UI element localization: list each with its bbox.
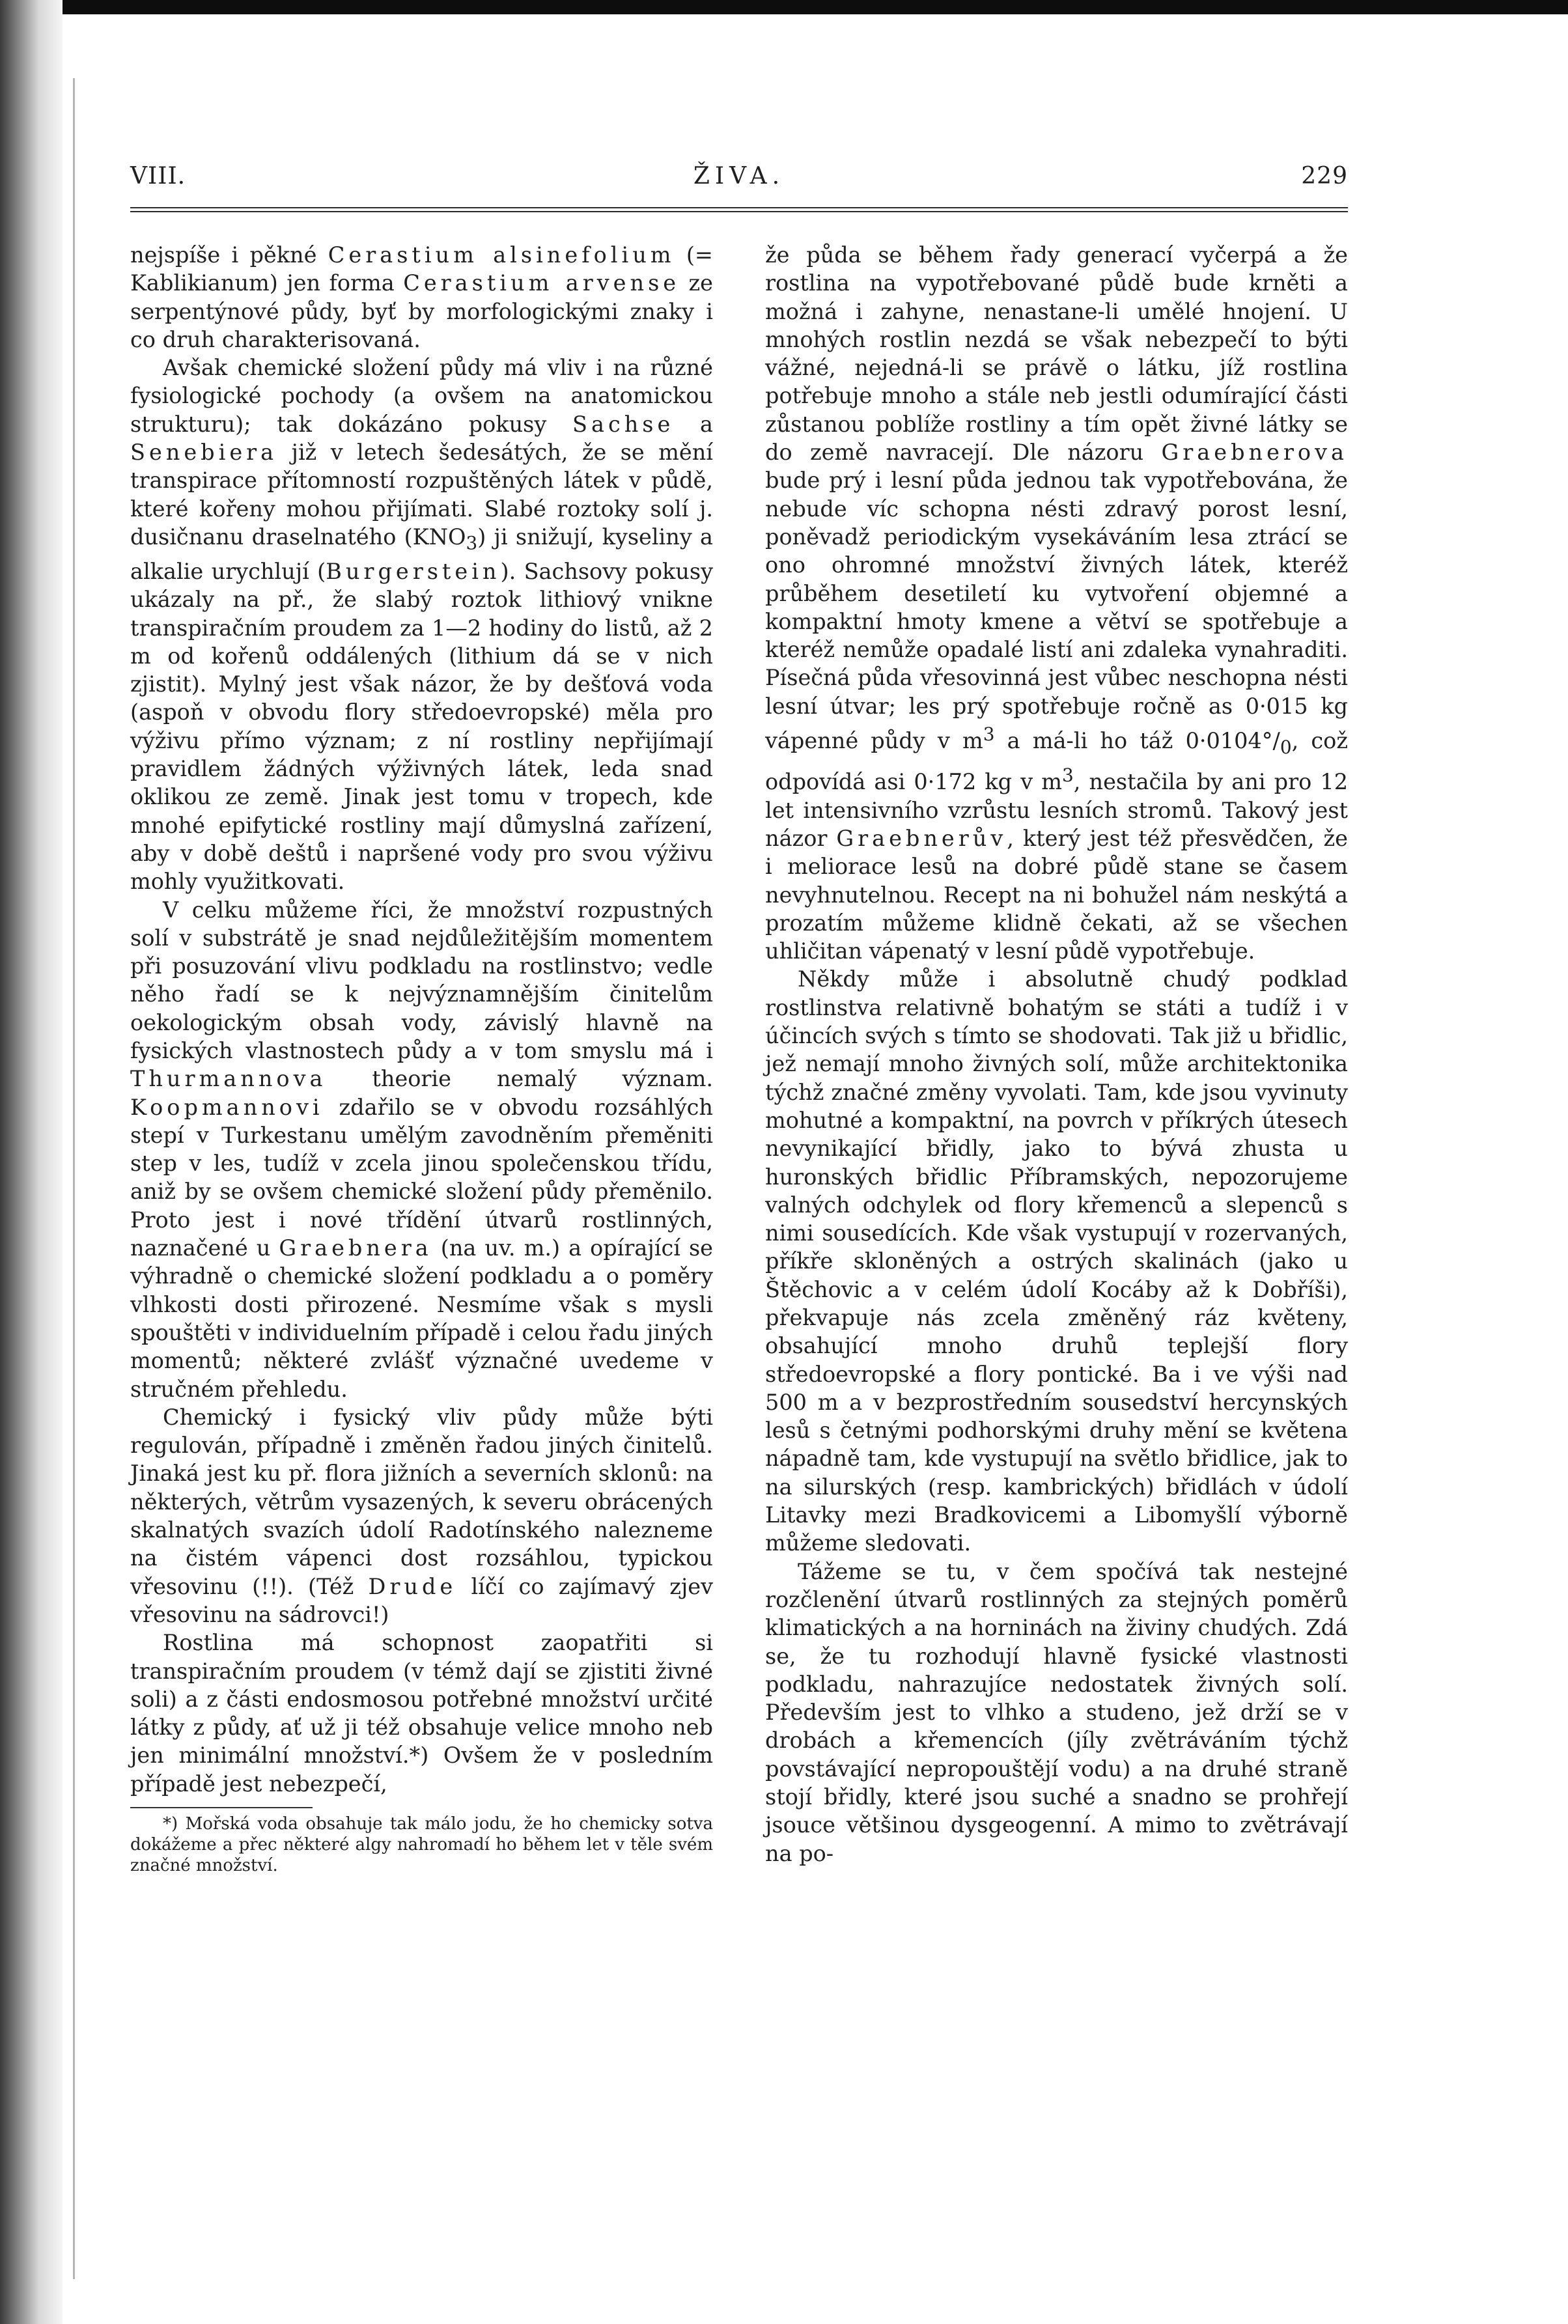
paragraph: že půda se během řady generací vyčerpá a že rostlina na vypotřebované půdě bude krněti a možná i zahyne, nenastane-li umělé hnojení. U mnohých rostlin nezdá se však nebezpečí to býti vážné, nejedná-li se právě o látku, jíž rostlina potřebuje mnoho a stále neb jestli odumírající části zůstanou poblíže rostliny a tím opět živné látky se do země navracejí. Dle názoru Graebnerova bude prý i lesní půda jednou tak vypotřebována, že nebude víc schopna nésti zdravý porost lesní, poněvadž periodickým vysekáváním lesa ztrácí se ono ohromné množství živných látek, kteréž průběhem desetiletí ku vytvoření objemné a kompaktní hmoty kmene a větví se spotřebuje a kteréž nemůže opadalé listí ani zdaleka vynahraditi. Písečná půda vřesovinná jest vůbec neschopna nésti lesní útvar; les prý spotřebuje ročně as 0·015 kg vápenné půdy v $m^3$ a má-li ho táž $0\cdot 0104^\circ/_0$, což odpovídá asi 0·172 kg v $m^3$, nestačila by ani pro 12 let intensivního vzrůstu lesních stromů. Takový jest názor Graebnerův, který jest též přesvědčen, že i meliorace lesů na dobré půdě stane se časem nevyhnutelnou. Recept na ni bohužel nám neskýtá a prozatím můžeme klidně čekati, až se všechen uhličitan vápenatý v lesní půdě vypotřebuje. [765,242,1349,964]
volume-number: VIII. [130,163,186,189]
page-number: 229 [1301,163,1348,189]
paragraph: Chemický i fysický vliv půdy může býti regulován, případně i změněn řadou jiných činitelů. Jinaká jest ku př. flora jižních a severních sklonů: na některých, větrům vysazených, k severu obrácených skalnatých svazích údolí Radotínského nalezneme na čistém vápenci dost rozsáhlou, typickou vřesovinu (!!). (Též Drude líčí co zajímavý zjev vřesovinu na sádrovci!) [130,1404,713,1627]
paragraph: V celku můžeme říci, že množství rozpustných solí v substrátě je snad nejdůležitějším momentem při posuzování vlivu podkladu na rostlinstvo; vedle něho řadí se k nejvýznamnějším činitelům oekologickým obsah vody, závislý hlavně na fysických vlastnostech půdy a v tom smyslu má i Thurmannova theorie nemalý význam. Koopmannovi zdařilo se v obvodu rozsáhlých stepí v Turkestanu umělým zavodněním přeměniti step v les, tudíž v zcela jinou společenskou třídu, aniž by se ovšem chemické složení půdy přeměnilo. Proto jest i nové třídění útvarů rostlinných, naznačené u Graebnera (na uv. m.) a opírající se výhradně o chemické složení podkladu a o poměry vlhkosti dosti přirozené. Nesmíme však s mysli spouštěti v individuelním případě i celou řadu jiných momentů; některé zvlášť význačné uvedeme v stručném přehledu. [130,897,713,1402]
scan-top-edge [0,0,1568,14]
left-column [130,241,713,1876]
journal-page [130,137,1348,2279]
journal-title: ŽIVA. [693,163,785,189]
footnote-rule [130,1807,313,1808]
page-gutter-shadow [0,0,63,2324]
gutter-line [73,78,75,2279]
paragraph: Avšak chemické složení půdy má vliv i na různé fysiologické pochody (a ovšem na anatomickou strukturu); tak dokázáno pokusy Sachse a Senebiera již v letech šedesátých, že se mění transpirace přítomností rozpuštěných látek v půdě, které kořeny mohou přijímati. Slabé roztoky solí j. dusičnanu draselnatého $(KNO_3)$ ji snižují, kyseliny a alkalie urychlují (Burgerstein). Sachsovy pokusy ukázaly na př., že slabý roztok lithiový vnikne transpiračním proudem za 1—2 hodiny do listů, až 2 m od kořenů oddálených (lithium dá se v nich zjistit). Mylný jest však názor, že by dešťová voda (aspoň v obvodu flory středoevropské) měla pro výživu přímo význam; z ní rostliny nepřijímají pravidlem žádných výživných látek, leda snad oklikou ze země. Jinak jest tomu v tropech, kde mnohé epifytické rostliny mají důmyslná zařízení, aby v době deštů i napršené vody pro svou výživu mohly využitkovati. [130,355,713,895]
paragraph: nejspíše i pěkné Cerastium alsinefolium (= Kablikianum) jen forma Cerastium arvense ze serpentýnové půdy, byť by morfologickými znaky i co druh charakterisovaná. [130,242,713,352]
paragraph: Někdy může i absolutně chudý podklad rostlinstva relativně bohatým se státi a tudíž i v účincích svých s tímto se shodovati. Tak již u břidlic, jež nemají mnoho živných solí, může architektonika týchž značné změny vyvolati. Tam, kde jsou vyvinuty mohutné a kompaktní, na povrch v příkrých útesech nevynikající břidly, jako to bývá zhusta u huronských břidlic Příbramských, nepozorujeme valných odchylek od flory křemenců a slepenců s nimi sousedících. Kde však vystupují v rozervaných, příkře skloněných a ostrých skalinách (jako u Štěchovic a v celém údolí Kocáby až k Dobříši), překvapuje nás zcela změněný ráz květeny, obsahující mnoho druhů teplejší flory středoevropské a flory pontické. Ba i ve výši nad 500 m a v bezprostředním sousedství hercynských lesů s četnými podhorskými druhy mění se květena nápadně tam, kde vystupují na světlo břidlice, jak to na silurských (resp. kambrických) břidlách v údolí Litavky mezi Bradkovicemi a Libomyšlí výborně můžeme sledovati. [765,966,1348,1556]
paragraph: Rostlina má schopnost zaopatřiti si transpiračním proudem (v témž dají se zjistiti živné soli) a z části endosmosou potřebné množství určité látky z půdy, ať už ji též obsahuje velice mnoho neb jen minimální množství.*) Ovšem že v posledním případě jest nebezpečí, [130,1630,713,1797]
header-rule [130,207,1348,212]
paragraph: Tážeme se tu, v čem spočívá tak nestejné rozčlenění útvarů rostlinných za stejných poměrů klimatických a na horninách na živiny chudých. Zdá se, že tu rozhodují hlavně fysické vlastnosti podkladu, nahrazujíce nedostatek živných solí. Především jest to vlhko a studeno, jež drží se v drobách a křemencích (jíly zvětráváním týchž povstávající nepropouštějí vodu) a na druhé straně stojí břidly, které jsou suché a snadno se prohřejí jsouce většinou dysgeogenní. A mimo to zvětrávají na po- [765,1558,1348,1866]
running-header [130,163,1348,202]
right-column [765,241,1348,1868]
footnote: *) Mořská voda obsahuje tak málo jodu, že ho chemicky sotva dokážeme a přec některé algy nahromadí ho během let v těle svém značné množství. [130,1814,713,1876]
